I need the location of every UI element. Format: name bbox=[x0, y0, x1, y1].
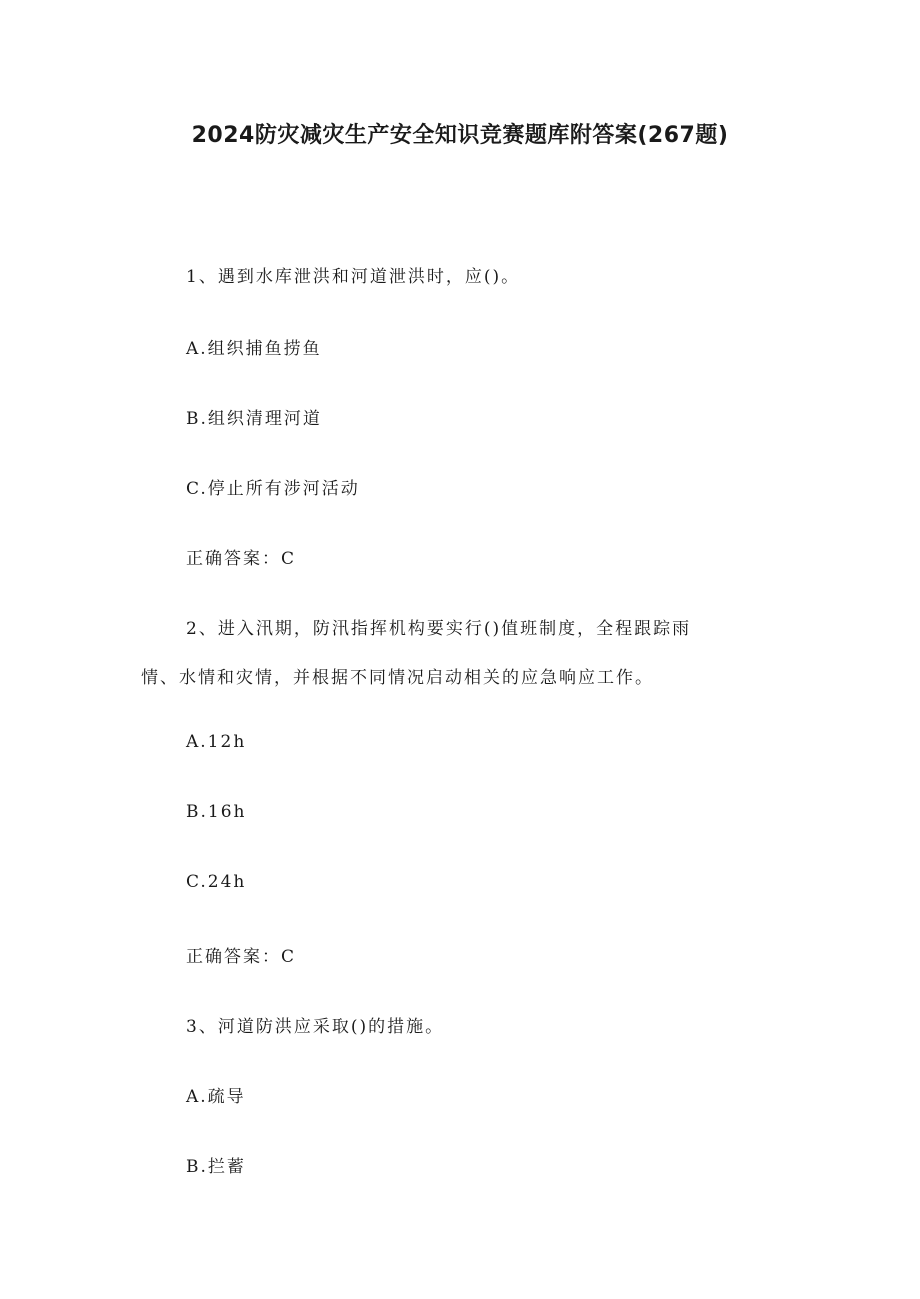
option-b: B.16h bbox=[186, 802, 247, 822]
option-a: A.疏导 bbox=[186, 1087, 246, 1107]
correct-answer: 正确答案：C bbox=[186, 549, 297, 569]
option-c: C.停止所有涉河活动 bbox=[186, 479, 360, 499]
correct-answer: 正确答案：C bbox=[186, 947, 297, 967]
option-a: A.12h bbox=[186, 732, 247, 752]
option-a: A.组织捕鱼捞鱼 bbox=[186, 339, 322, 359]
question-stem-line2: 情、水情和灾情，并根据不同情况启动相关的应急响应工作。 bbox=[141, 668, 654, 688]
question-stem: 3、河道防洪应采取()的措施。 bbox=[186, 1017, 445, 1037]
question-stem: 1、遇到水库泄洪和河道泄洪时，应()。 bbox=[186, 267, 521, 287]
page-title: 2024防灾减灾生产安全知识竞赛题库附答案(267题) bbox=[191, 123, 729, 148]
option-b: B.拦蓄 bbox=[186, 1157, 246, 1177]
option-c: C.24h bbox=[186, 872, 247, 892]
option-b: B.组织清理河道 bbox=[186, 409, 322, 429]
question-stem-line1: 2、进入汛期，防汛指挥机构要实行()值班制度，全程跟踪雨 bbox=[186, 619, 692, 639]
